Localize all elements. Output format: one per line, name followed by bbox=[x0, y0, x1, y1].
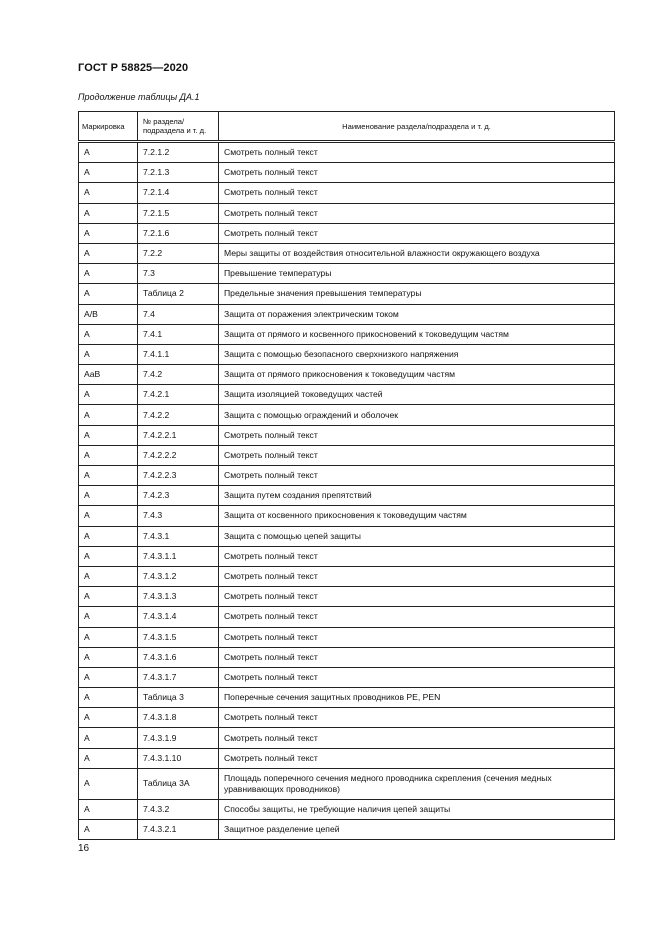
cell-marking: A bbox=[79, 546, 138, 566]
table-header-row bbox=[79, 112, 615, 142]
cell-section-number: 7.4.1 bbox=[138, 324, 219, 344]
table-row bbox=[79, 748, 615, 768]
column-header-marking: Маркировка bbox=[79, 112, 138, 142]
cell-section-number: 7.4.3.1.2 bbox=[138, 566, 219, 586]
cell-section-title: Смотреть полный текст bbox=[219, 667, 615, 687]
cell-section-title: Защита от прямого прикосновения к токоведущим частям bbox=[219, 365, 615, 385]
cell-section-title: Смотреть полный текст bbox=[219, 587, 615, 607]
cell-section-number: 7.2.2 bbox=[138, 243, 219, 263]
cell-section-title: Защита от косвенного прикосновения к токоведущим частям bbox=[219, 506, 615, 526]
cell-section-title: Смотреть полный текст bbox=[219, 223, 615, 243]
cell-section-title: Защита с помощью безопасного сверхнизкого напряжения bbox=[219, 344, 615, 364]
cell-section-number: Таблица 3 bbox=[138, 688, 219, 708]
cell-section-number: 7.2.1.2 bbox=[138, 142, 219, 163]
cell-marking: A bbox=[79, 183, 138, 203]
table-row bbox=[79, 365, 615, 385]
cell-section-number: 7.4.3.1.9 bbox=[138, 728, 219, 748]
table-row bbox=[79, 820, 615, 840]
cell-section-title: Смотреть полный текст bbox=[219, 183, 615, 203]
cell-marking: AaB bbox=[79, 365, 138, 385]
cell-section-number: 7.4.3.1 bbox=[138, 526, 219, 546]
cell-marking: A bbox=[79, 748, 138, 768]
cell-section-title: Защита с помощью ограждений и оболочек bbox=[219, 405, 615, 425]
table-row bbox=[79, 647, 615, 667]
cell-section-title: Смотреть полный текст bbox=[219, 163, 615, 183]
cell-section-title: Защита от прямого и косвенного прикосновений к токоведущим частям bbox=[219, 324, 615, 344]
cell-marking: A bbox=[79, 768, 138, 799]
cell-marking: A bbox=[79, 385, 138, 405]
cell-section-title: Защита с помощью цепей защиты bbox=[219, 526, 615, 546]
cell-section-title: Защита изоляцией токоведущих частей bbox=[219, 385, 615, 405]
cell-section-title: Смотреть полный текст bbox=[219, 445, 615, 465]
table-row bbox=[79, 284, 615, 304]
cell-section-number: 7.4.3 bbox=[138, 506, 219, 526]
cell-section-number: 7.4.3.2.1 bbox=[138, 820, 219, 840]
cell-section-number: 7.4.3.2 bbox=[138, 799, 219, 819]
cell-marking: A bbox=[79, 506, 138, 526]
cell-marking: A bbox=[79, 526, 138, 546]
cell-section-number: 7.4.3.1.3 bbox=[138, 587, 219, 607]
table-row bbox=[79, 566, 615, 586]
cell-section-number: 7.4.3.1.5 bbox=[138, 627, 219, 647]
cell-marking: A bbox=[79, 667, 138, 687]
document-header: ГОСТ Р 58825—2020 bbox=[78, 62, 189, 74]
table-row bbox=[79, 667, 615, 687]
cell-section-number: 7.4.2.2.1 bbox=[138, 425, 219, 445]
cell-marking: A bbox=[79, 203, 138, 223]
cell-marking: A bbox=[79, 445, 138, 465]
table-row bbox=[79, 183, 615, 203]
cell-section-number: 7.4.1.1 bbox=[138, 344, 219, 364]
cell-marking: A bbox=[79, 405, 138, 425]
table-caption: Продолжение таблицы ДА.1 bbox=[78, 92, 200, 102]
table-row bbox=[79, 324, 615, 344]
cell-section-title: Смотреть полный текст bbox=[219, 546, 615, 566]
cell-section-number: 7.4.2 bbox=[138, 365, 219, 385]
table-row bbox=[79, 768, 615, 799]
table-row bbox=[79, 264, 615, 284]
cell-section-title: Смотреть полный текст bbox=[219, 203, 615, 223]
cell-section-number: 7.2.1.5 bbox=[138, 203, 219, 223]
cell-section-number: Таблица 3A bbox=[138, 768, 219, 799]
cell-section-title: Предельные значения превышения температуры bbox=[219, 284, 615, 304]
cell-marking: A bbox=[79, 243, 138, 263]
cell-marking: A bbox=[79, 566, 138, 586]
cell-marking: A bbox=[79, 163, 138, 183]
cell-marking: A bbox=[79, 486, 138, 506]
cell-marking: A bbox=[79, 142, 138, 163]
cell-section-number: 7.4.3.1.7 bbox=[138, 667, 219, 687]
cell-section-title: Смотреть полный текст bbox=[219, 647, 615, 667]
table-row bbox=[79, 445, 615, 465]
cell-marking: A bbox=[79, 587, 138, 607]
table-row bbox=[79, 405, 615, 425]
cell-section-title: Защита путем создания препятствий bbox=[219, 486, 615, 506]
table-body bbox=[79, 142, 615, 840]
cell-marking: A bbox=[79, 607, 138, 627]
table-row bbox=[79, 708, 615, 728]
cell-marking: A bbox=[79, 688, 138, 708]
cell-marking: A/B bbox=[79, 304, 138, 324]
cell-section-number: Таблица 2 bbox=[138, 284, 219, 304]
table-row bbox=[79, 163, 615, 183]
cell-section-title: Смотреть полный текст bbox=[219, 466, 615, 486]
cell-marking: A bbox=[79, 708, 138, 728]
cell-marking: A bbox=[79, 284, 138, 304]
cell-section-number: 7.4.2.2.2 bbox=[138, 445, 219, 465]
table-row bbox=[79, 425, 615, 445]
cell-section-title: Смотреть полный текст bbox=[219, 728, 615, 748]
cell-section-number: 7.2.1.4 bbox=[138, 183, 219, 203]
table-row bbox=[79, 466, 615, 486]
cell-marking: A bbox=[79, 728, 138, 748]
cell-marking: A bbox=[79, 223, 138, 243]
cell-section-number: 7.2.1.6 bbox=[138, 223, 219, 243]
column-header-section-number: № раздела/ подраздела и т. д. bbox=[138, 112, 219, 142]
cell-marking: A bbox=[79, 820, 138, 840]
table-row bbox=[79, 526, 615, 546]
cell-section-title: Смотреть полный текст bbox=[219, 708, 615, 728]
cell-marking: A bbox=[79, 324, 138, 344]
cell-section-title: Площадь поперечного сечения медного проводника скрепления (сечения медных уравнивающих проводников) bbox=[219, 768, 615, 799]
cell-section-title: Меры защиты от воздействия относительной влажности окружающего воздуха bbox=[219, 243, 615, 263]
cell-section-title: Смотреть полный текст bbox=[219, 607, 615, 627]
cell-section-title: Защитное разделение цепей bbox=[219, 820, 615, 840]
cell-section-title: Смотреть полный текст bbox=[219, 566, 615, 586]
standards-table bbox=[78, 111, 615, 840]
table-row bbox=[79, 587, 615, 607]
table-row bbox=[79, 344, 615, 364]
cell-section-title: Способы защиты, не требующие наличия цепей защиты bbox=[219, 799, 615, 819]
cell-marking: A bbox=[79, 466, 138, 486]
table-row bbox=[79, 304, 615, 324]
cell-section-number: 7.4.3.1.8 bbox=[138, 708, 219, 728]
cell-section-number: 7.3 bbox=[138, 264, 219, 284]
table-row bbox=[79, 607, 615, 627]
cell-section-title: Смотреть полный текст bbox=[219, 142, 615, 163]
cell-marking: A bbox=[79, 344, 138, 364]
table-row bbox=[79, 203, 615, 223]
cell-section-number: 7.4.2.2 bbox=[138, 405, 219, 425]
table-row bbox=[79, 506, 615, 526]
table-row bbox=[79, 728, 615, 748]
cell-section-number: 7.4.3.1.6 bbox=[138, 647, 219, 667]
cell-section-title: Поперечные сечения защитных проводников PE, PEN bbox=[219, 688, 615, 708]
cell-section-title: Превышение температуры bbox=[219, 264, 615, 284]
cell-section-number: 7.4.3.1.10 bbox=[138, 748, 219, 768]
table-row bbox=[79, 486, 615, 506]
table-row bbox=[79, 223, 615, 243]
cell-section-title: Смотреть полный текст bbox=[219, 748, 615, 768]
cell-section-number: 7.4.2.2.3 bbox=[138, 466, 219, 486]
cell-marking: A bbox=[79, 799, 138, 819]
cell-marking: A bbox=[79, 425, 138, 445]
table-row bbox=[79, 799, 615, 819]
cell-section-number: 7.2.1.3 bbox=[138, 163, 219, 183]
table-row bbox=[79, 142, 615, 163]
table-row bbox=[79, 546, 615, 566]
page-number: 16 bbox=[78, 843, 90, 854]
table-row bbox=[79, 627, 615, 647]
cell-marking: A bbox=[79, 627, 138, 647]
table-row bbox=[79, 688, 615, 708]
column-header-section-title: Наименование раздела/подраздела и т. д. bbox=[219, 112, 615, 142]
table-row bbox=[79, 385, 615, 405]
cell-section-number: 7.4.2.1 bbox=[138, 385, 219, 405]
cell-section-title: Защита от поражения электрическим током bbox=[219, 304, 615, 324]
cell-section-number: 7.4 bbox=[138, 304, 219, 324]
cell-section-number: 7.4.3.1.1 bbox=[138, 546, 219, 566]
cell-section-number: 7.4.2.3 bbox=[138, 486, 219, 506]
cell-marking: A bbox=[79, 264, 138, 284]
cell-section-title: Смотреть полный текст bbox=[219, 627, 615, 647]
cell-marking: A bbox=[79, 647, 138, 667]
cell-section-number: 7.4.3.1.4 bbox=[138, 607, 219, 627]
table-row bbox=[79, 243, 615, 263]
cell-section-title: Смотреть полный текст bbox=[219, 425, 615, 445]
